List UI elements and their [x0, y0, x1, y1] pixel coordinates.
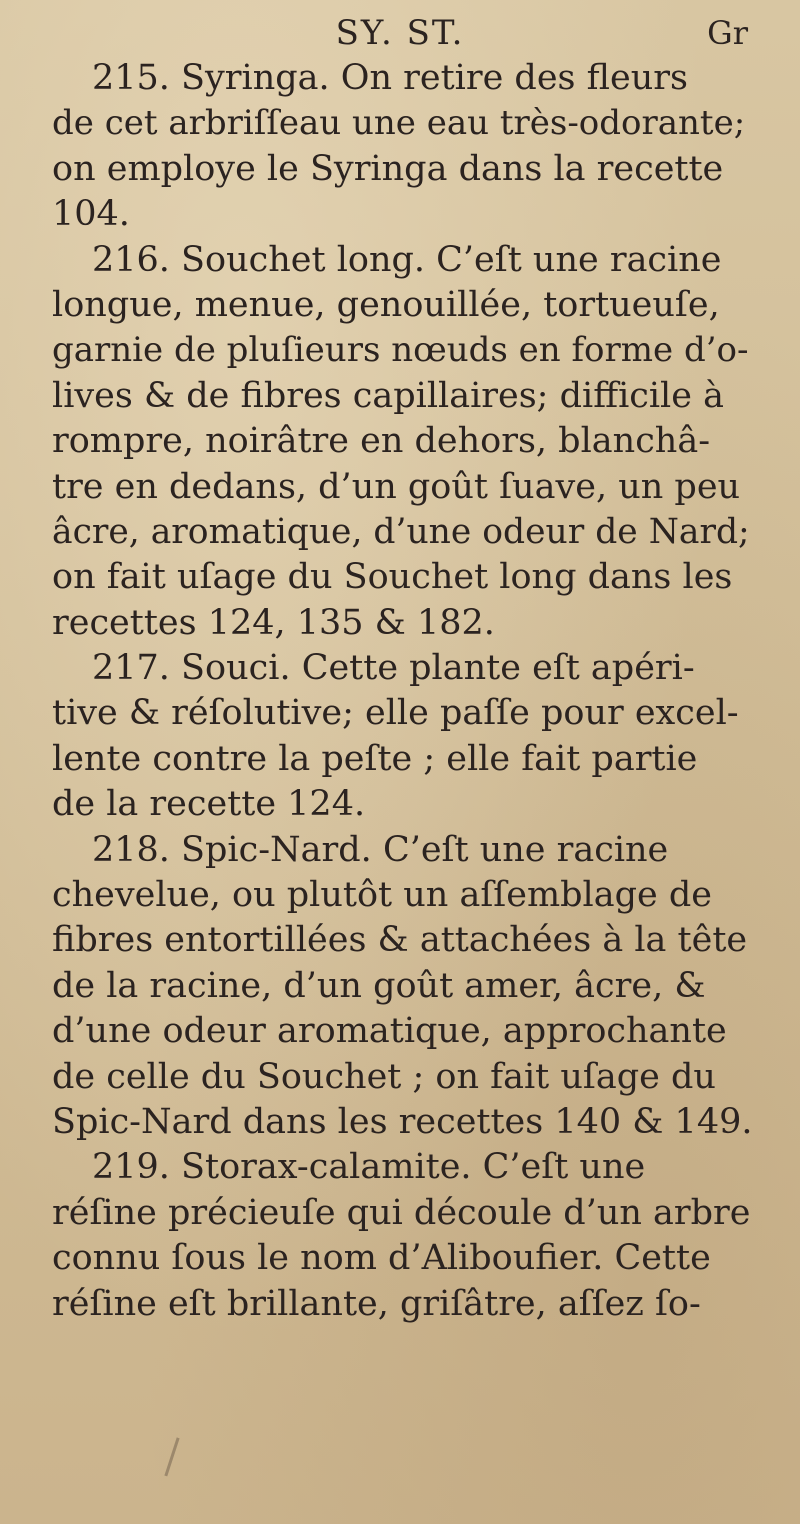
text-line: 104. [52, 194, 130, 235]
text-line: 218. Spic-Nard. C’eſt une racine [92, 829, 669, 870]
running-head: SY. ST. [335, 13, 465, 53]
text-line: 216. Souchet long. C’eſt une racine [92, 239, 722, 280]
text-line: de celle du Souchet ; on fait uſage du [52, 1056, 716, 1097]
text-line: on employe le Syringa dans la recette [52, 148, 724, 189]
body-text [52, 56, 752, 1327]
text-line: réſine eſt brillante, griſâtre, aſſez ſo- [52, 1283, 701, 1324]
text-line: de la racine, d’un goût amer, âcre, & [52, 965, 706, 1006]
text-line: d’une odeur aromatique, approchante [52, 1011, 727, 1052]
text-line: chevelue, ou plutôt un aſſemblage de [52, 875, 712, 916]
text-line: fibres entortillées & attachées à la tête [52, 920, 748, 961]
text-line: de cet arbriſſeau une eau très-odorante; [52, 103, 746, 144]
text-line: réſine précieuſe qui découle d’un arbre [52, 1192, 751, 1233]
text-line: on fait uſage du Souchet long dans les [52, 557, 733, 598]
text-line: lente contre la peſte ; elle fait partie [52, 738, 698, 779]
text-line: tre en dedans, d’un goût ſuave, un peu [52, 466, 741, 507]
page-header [0, 10, 800, 56]
text-line: de la recette 124. [52, 784, 366, 825]
ink-smudge [164, 1437, 198, 1482]
text-line: âcre, aromatique, d’une odeur de Nard; [52, 511, 750, 552]
text-line: lives & de fibres capillaires; difficile à [52, 375, 724, 416]
text-line: 217. Souci. Cette plante eſt apéri- [92, 648, 695, 689]
text-line: tive & réſolutive; elle paſſe pour excel- [52, 693, 739, 734]
text-line: 219. Storax-calamite. C’eſt une [92, 1147, 646, 1188]
text-line: 215. Syringa. On retire des fleurs [92, 58, 688, 98]
text-line: connu ſous le nom d’Aliboufier. Cette [52, 1238, 711, 1279]
signature-mark: Gr [707, 14, 748, 52]
text-line: Spic-Nard dans les recettes 140 & 149. [52, 1101, 752, 1142]
text-line: rompre, noirâtre en dehors, blanchâ- [52, 421, 711, 462]
text-line: garnie de pluſieurs nœuds en forme d’o- [52, 330, 749, 371]
text-line: recettes 124, 135 & 182. [52, 602, 495, 643]
text-line: longue, menue, genouillée, tortueuſe, [52, 284, 720, 325]
